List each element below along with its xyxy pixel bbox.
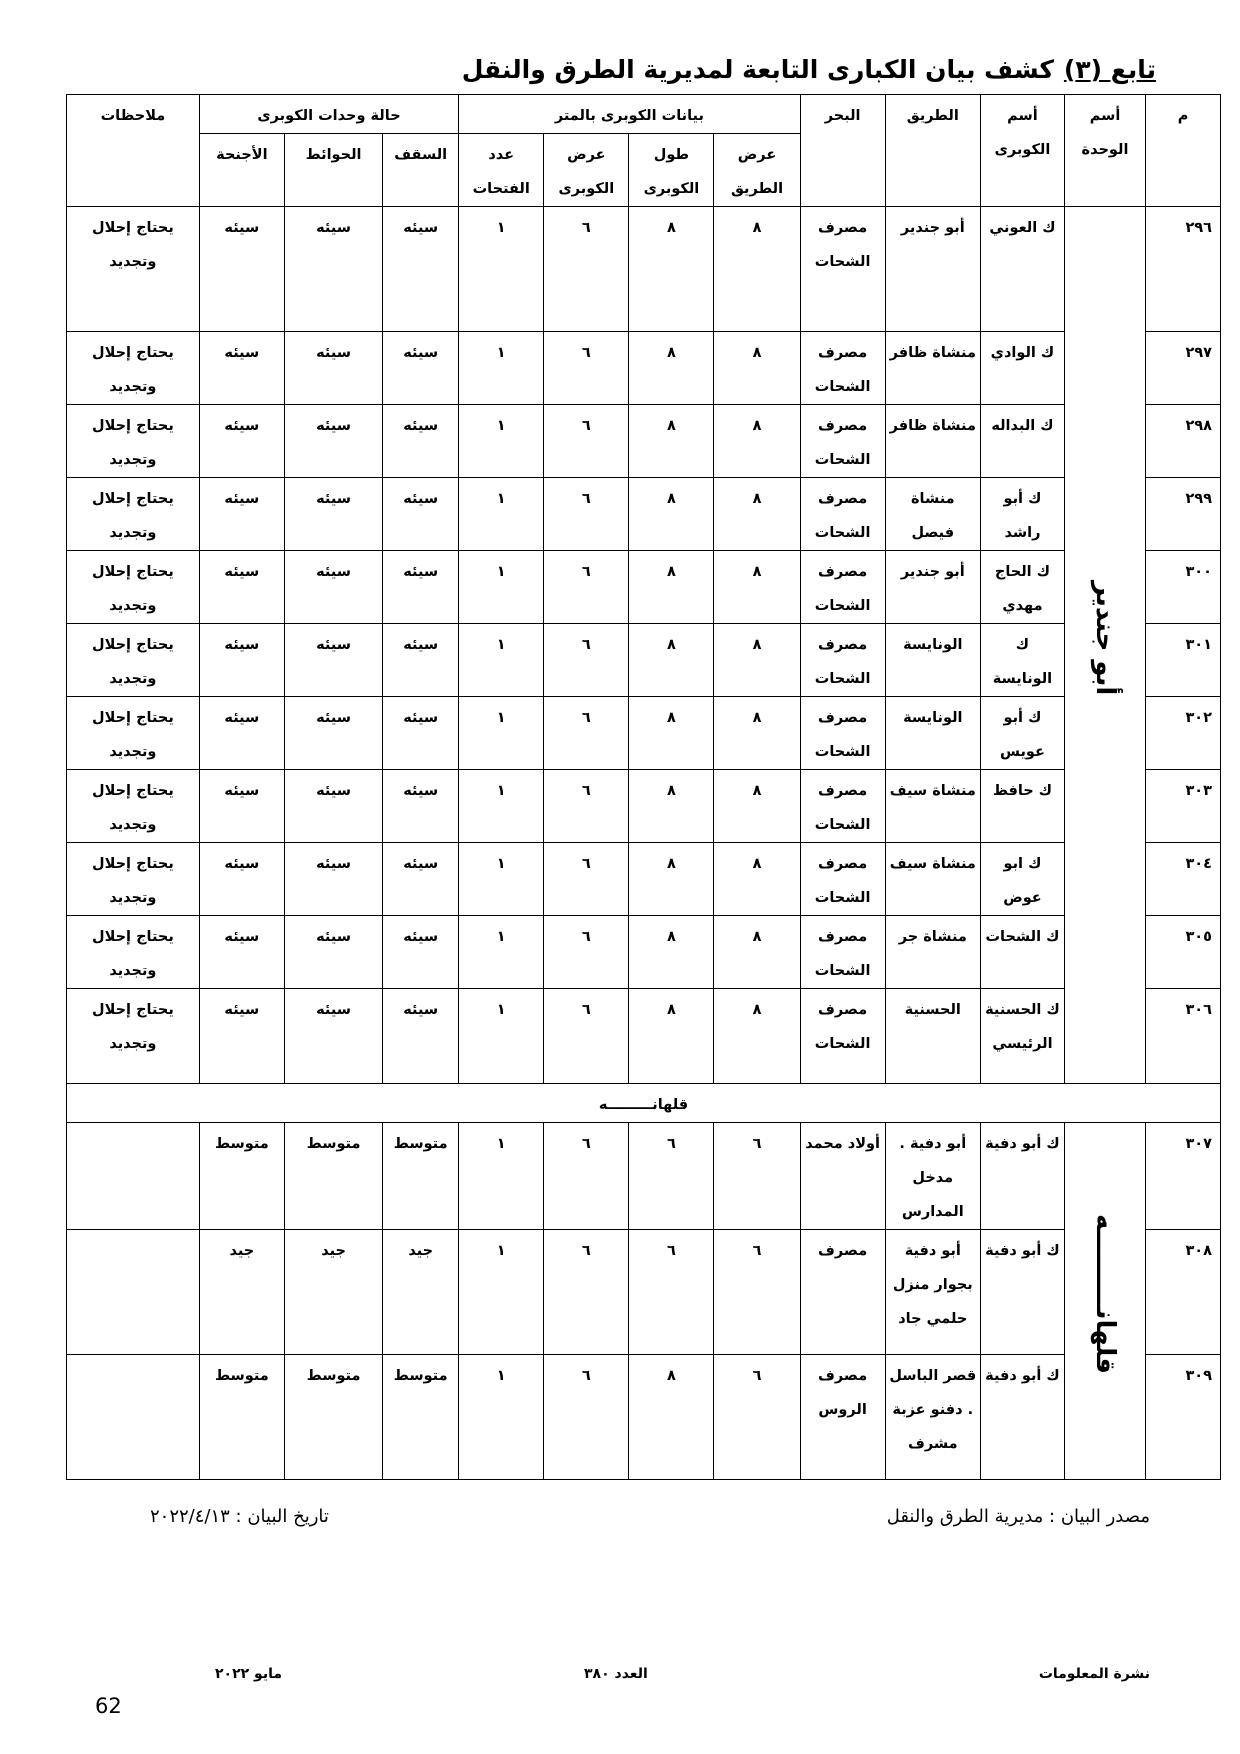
bridge-width: ٦ (544, 1355, 629, 1480)
data-date: تاريخ البيان : ٢٠٢٢/٤/١٣ (150, 1506, 329, 1527)
road-width: ٨ (714, 207, 800, 332)
title-text: كشف بيان الكبارى التابعة لمديرية الطرق والنقل (461, 55, 1054, 84)
bridge-name: ك الشحات (980, 916, 1064, 989)
bridge-name: ك حافظ (980, 770, 1064, 843)
wings-condition: سيئه (199, 551, 284, 624)
walls-condition: سيئه (284, 332, 382, 405)
sea: مصرف الشحات (800, 916, 885, 989)
roof-condition: جيد (383, 1230, 459, 1355)
openings: ١ (459, 1123, 544, 1230)
table-row (67, 332, 1221, 405)
walls-condition: سيئه (284, 551, 382, 624)
bridge-length: ٨ (629, 989, 714, 1084)
bridge-length: ٦ (629, 1230, 714, 1355)
bridge-length: ٨ (629, 624, 714, 697)
table-row (67, 697, 1221, 770)
walls-condition: سيئه (284, 207, 382, 332)
roof-condition: سيئه (383, 332, 459, 405)
walls-condition: سيئه (284, 843, 382, 916)
header-openings: عدد الفتحات (459, 134, 544, 207)
road: أبو جندير (885, 207, 980, 332)
sea: أولاد محمد (800, 1123, 885, 1230)
openings: ١ (459, 478, 544, 551)
header-road-width: عرض الطريق (714, 134, 800, 207)
table-row (67, 770, 1221, 843)
header-walls: الحوائط (284, 134, 382, 207)
sea: مصرف الشحات (800, 843, 885, 916)
walls-condition: سيئه (284, 624, 382, 697)
road: الونايسة (885, 624, 980, 697)
road-width: ٨ (714, 405, 800, 478)
sea: مصرف الشحات (800, 332, 885, 405)
row-number: ٣٠١ (1146, 624, 1221, 697)
road-width: ٨ (714, 843, 800, 916)
separator-body (67, 1084, 1221, 1123)
bridge-length: ٨ (629, 697, 714, 770)
table-row (67, 989, 1221, 1084)
footer-publication: نشرة المعلومات (1038, 1666, 1150, 1682)
notes: يحتاج إحلال وتجديد (67, 478, 200, 551)
bridge-width: ٦ (544, 624, 629, 697)
unit-name: قلهانـــــــــه (1064, 1123, 1145, 1480)
road: منشاة ظافر (885, 332, 980, 405)
notes (67, 1123, 200, 1230)
wings-condition: سيئه (199, 332, 284, 405)
row-number: ٢٩٧ (1146, 332, 1221, 405)
row-number: ٣٠٤ (1146, 843, 1221, 916)
openings: ١ (459, 989, 544, 1084)
bridge-length: ٨ (629, 207, 714, 332)
walls-condition: سيئه (284, 916, 382, 989)
header-notes: ملاحظات (67, 95, 200, 207)
bridge-width: ٦ (544, 207, 629, 332)
wings-condition: سيئه (199, 207, 284, 332)
bridge-width: ٦ (544, 551, 629, 624)
walls-condition: سيئه (284, 478, 382, 551)
wings-condition: جيد (199, 1230, 284, 1355)
bridge-width: ٦ (544, 1123, 629, 1230)
wings-condition: سيئه (199, 697, 284, 770)
row-number: ٣٠٧ (1146, 1123, 1221, 1230)
roof-condition: سيئه (383, 916, 459, 989)
road-width: ٨ (714, 332, 800, 405)
wings-condition: سيئه (199, 843, 284, 916)
openings: ١ (459, 1230, 544, 1355)
notes: يحتاج إحلال وتجديد (67, 405, 200, 478)
walls-condition: متوسط (284, 1123, 382, 1230)
bridge-name: ك الحسنية الرئيسي (980, 989, 1064, 1084)
row-number: ٣٠٢ (1146, 697, 1221, 770)
sea: مصرف الشحات (800, 624, 885, 697)
wings-condition: سيئه (199, 405, 284, 478)
table-row (67, 1355, 1221, 1480)
road: منشاة ظافر (885, 405, 980, 478)
header-condition: حالة وحدات الكوبرى (199, 95, 458, 134)
road-width: ٦ (714, 1230, 800, 1355)
walls-condition: جيد (284, 1230, 382, 1355)
road-width: ٨ (714, 624, 800, 697)
wings-condition: متوسط (199, 1355, 284, 1480)
openings: ١ (459, 843, 544, 916)
group2-body (67, 1123, 1221, 1480)
walls-condition: سيئه (284, 405, 382, 478)
sea: مصرف الشحات (800, 207, 885, 332)
walls-condition: سيئه (284, 697, 382, 770)
bridge-length: ٦ (629, 1123, 714, 1230)
row-number: ٣٠٩ (1146, 1355, 1221, 1480)
footer-issue: العدد ٣٨٠ (584, 1666, 648, 1682)
notes (67, 1230, 200, 1355)
sea: مصرف الشحات (800, 551, 885, 624)
roof-condition: سيئه (383, 697, 459, 770)
header-bridge-length: طول الكوبرى (629, 134, 714, 207)
notes: يحتاج إحلال وتجديد (67, 770, 200, 843)
openings: ١ (459, 332, 544, 405)
table-row (67, 1230, 1221, 1355)
wings-condition: سيئه (199, 624, 284, 697)
bridges-table (66, 94, 1221, 1480)
unit-name: أبو جندير (1064, 207, 1145, 1084)
table-row (67, 207, 1221, 332)
walls-condition: سيئه (284, 770, 382, 843)
table-row (67, 405, 1221, 478)
openings: ١ (459, 770, 544, 843)
wings-condition: سيئه (199, 478, 284, 551)
road-width: ٨ (714, 478, 800, 551)
title-label: تابع (٣) (1063, 55, 1156, 84)
openings: ١ (459, 551, 544, 624)
road: أبو جندير (885, 551, 980, 624)
road-width: ٨ (714, 697, 800, 770)
bridge-name: ك البداله (980, 405, 1064, 478)
bridge-width: ٦ (544, 332, 629, 405)
road-width: ٨ (714, 770, 800, 843)
road: منشاة سيف (885, 770, 980, 843)
road: قصر الباسل . دفنو عزبة مشرف (885, 1355, 980, 1480)
notes: يحتاج إحلال وتجديد (67, 843, 200, 916)
header-bridge-width: عرض الكوبرى (544, 134, 629, 207)
bridge-name: ك العوني (980, 207, 1064, 332)
row-number: ٢٩٨ (1146, 405, 1221, 478)
road: منشاة جر (885, 916, 980, 989)
bridge-name: ك أبو عويس (980, 697, 1064, 770)
header-sea: البحر (800, 95, 885, 207)
sea: مصرف الروس (800, 1355, 885, 1480)
road: الحسنية (885, 989, 980, 1084)
bridge-width: ٦ (544, 770, 629, 843)
openings: ١ (459, 916, 544, 989)
table-row (67, 478, 1221, 551)
openings: ١ (459, 405, 544, 478)
road: أبو دفية بجوار منزل حلمي جاد (885, 1230, 980, 1355)
walls-condition: متوسط (284, 1355, 382, 1480)
roof-condition: متوسط (383, 1123, 459, 1230)
bridge-width: ٦ (544, 989, 629, 1084)
row-number: ٢٩٩ (1146, 478, 1221, 551)
page-title (0, 55, 1156, 84)
openings: ١ (459, 697, 544, 770)
road: أبو دفية . مدخل المدارس (885, 1123, 980, 1230)
bridge-name: ك الحاج مهدي (980, 551, 1064, 624)
road: منشاة فيصل (885, 478, 980, 551)
roof-condition: متوسط (383, 1355, 459, 1480)
bridge-width: ٦ (544, 478, 629, 551)
sea: مصرف (800, 1230, 885, 1355)
page-number: 62 (95, 1694, 122, 1718)
walls-condition: سيئه (284, 989, 382, 1084)
bridge-length: ٨ (629, 770, 714, 843)
notes: يحتاج إحلال وتجديد (67, 207, 200, 332)
roof-condition: سيئه (383, 551, 459, 624)
bridge-name: ك الوادي (980, 332, 1064, 405)
notes: يحتاج إحلال وتجديد (67, 989, 200, 1084)
bridge-length: ٨ (629, 478, 714, 551)
bridge-width: ٦ (544, 843, 629, 916)
header-wings: الأجنحة (199, 134, 284, 207)
openings: ١ (459, 624, 544, 697)
bridge-name: ك أبو راشد (980, 478, 1064, 551)
separator-row: قلهانـــــــــه (67, 1084, 1221, 1123)
wings-condition: سيئه (199, 916, 284, 989)
sea: مصرف الشحات (800, 478, 885, 551)
row-number: ٣٠٣ (1146, 770, 1221, 843)
row-number: ٣٠٠ (1146, 551, 1221, 624)
bridge-name: ك ابو عوض (980, 843, 1064, 916)
header-bridge-name: أسم الكوبرى (980, 95, 1064, 207)
row-number: ٢٩٦ (1146, 207, 1221, 332)
roof-condition: سيئه (383, 989, 459, 1084)
openings: ١ (459, 207, 544, 332)
roof-condition: سيئه (383, 624, 459, 697)
data-source: مصدر البيان : مديرية الطرق والنقل (886, 1506, 1150, 1527)
header-unit: أسم الوحدة (1064, 95, 1145, 207)
header-m: م (1146, 95, 1221, 207)
road-width: ٦ (714, 1355, 800, 1480)
bridge-width: ٦ (544, 697, 629, 770)
road-width: ٨ (714, 551, 800, 624)
road-width: ٦ (714, 1123, 800, 1230)
table-row (67, 843, 1221, 916)
bridge-length: ٨ (629, 843, 714, 916)
bridge-name: ك أبو دفية (980, 1230, 1064, 1355)
footer-month: مايو ٢٠٢٢ (215, 1666, 283, 1682)
row-number: ٣٠٥ (1146, 916, 1221, 989)
bridge-name: ك الونايسة (980, 624, 1064, 697)
sea: مصرف الشحات (800, 405, 885, 478)
header-bridge-data: بيانات الكوبرى بالمتر (459, 95, 800, 134)
notes: يحتاج إحلال وتجديد (67, 624, 200, 697)
bridge-length: ٨ (629, 405, 714, 478)
roof-condition: سيئه (383, 770, 459, 843)
notes: يحتاج إحلال وتجديد (67, 697, 200, 770)
roof-condition: سيئه (383, 843, 459, 916)
sea: مصرف الشحات (800, 697, 885, 770)
road-width: ٨ (714, 916, 800, 989)
bridge-width: ٦ (544, 916, 629, 989)
wings-condition: سيئه (199, 989, 284, 1084)
bridge-width: ٦ (544, 405, 629, 478)
bridge-length: ٨ (629, 551, 714, 624)
header-road: الطريق (885, 95, 980, 207)
bridge-length: ٨ (629, 332, 714, 405)
sea: مصرف الشحات (800, 770, 885, 843)
wings-condition: سيئه (199, 770, 284, 843)
road: الونايسة (885, 697, 980, 770)
roof-condition: سيئه (383, 405, 459, 478)
row-number: ٣٠٨ (1146, 1230, 1221, 1355)
notes: يحتاج إحلال وتجديد (67, 916, 200, 989)
sea: مصرف الشحات (800, 989, 885, 1084)
openings: ١ (459, 1355, 544, 1480)
roof-condition: سيئه (383, 207, 459, 332)
row-number: ٣٠٦ (1146, 989, 1221, 1084)
road: منشاة سيف (885, 843, 980, 916)
bridge-length: ٨ (629, 916, 714, 989)
roof-condition: سيئه (383, 478, 459, 551)
table-row (67, 916, 1221, 989)
bridge-width: ٦ (544, 1230, 629, 1355)
notes: يحتاج إحلال وتجديد (67, 332, 200, 405)
bridge-length: ٨ (629, 1355, 714, 1480)
wings-condition: متوسط (199, 1123, 284, 1230)
header-roof: السقف (383, 134, 459, 207)
road-width: ٨ (714, 989, 800, 1084)
table-row (67, 624, 1221, 697)
notes: يحتاج إحلال وتجديد (67, 551, 200, 624)
notes (67, 1355, 200, 1480)
table-row (67, 1123, 1221, 1230)
group1-body (67, 207, 1221, 1084)
bridge-name: ك أبو دفية (980, 1123, 1064, 1230)
bridge-name: ك أبو دفية (980, 1355, 1064, 1480)
table-row (67, 551, 1221, 624)
